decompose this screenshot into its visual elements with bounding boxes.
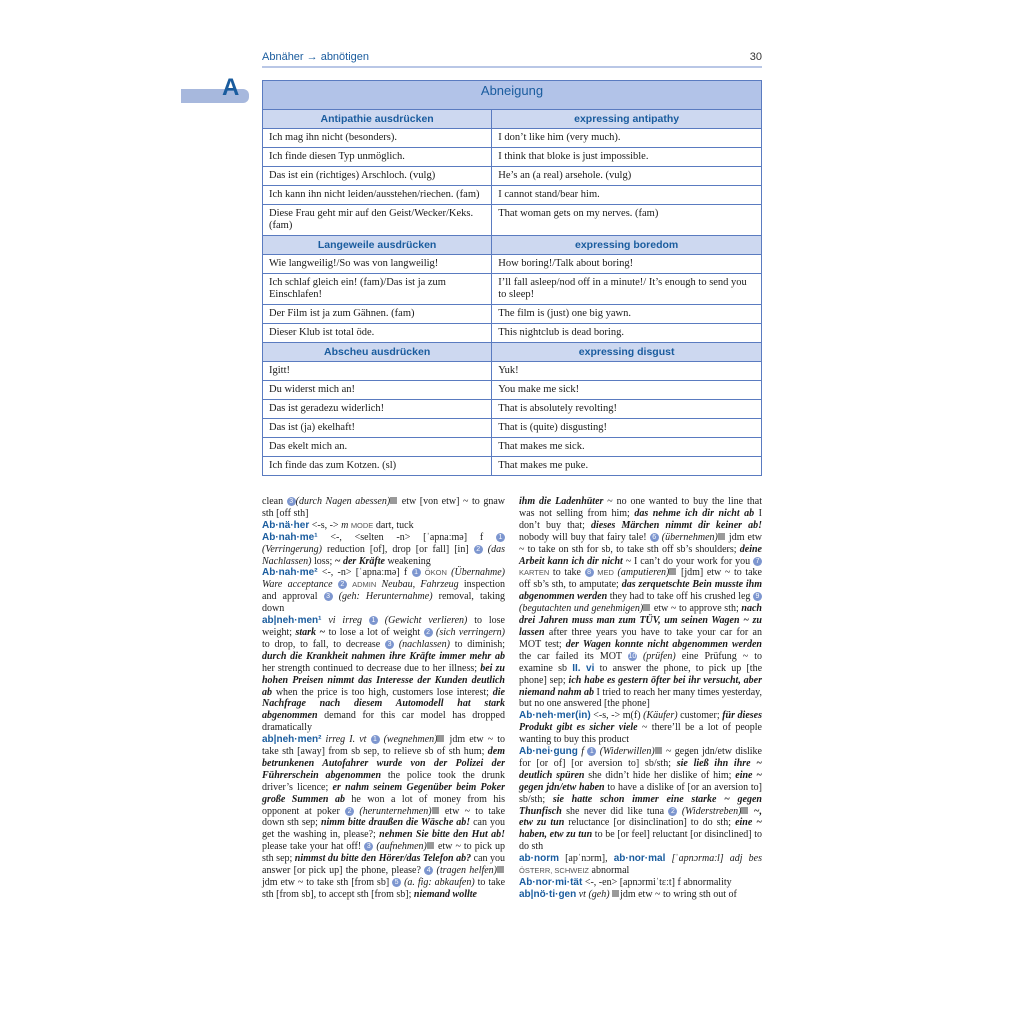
table-row bbox=[263, 305, 762, 324]
entry-continuation: clean 3 (durch Nagen abessen) etw [von etw] ~ to gnaw sth [off sth] bbox=[262, 496, 506, 519]
guide-words: Abnäher → abnötigen bbox=[262, 51, 370, 63]
section-head-en: expressing disgust bbox=[492, 343, 762, 362]
grammar-square-icon bbox=[432, 807, 439, 814]
table-row bbox=[263, 255, 762, 274]
cell-de: Ich finde diesen Typ unmöglich. bbox=[263, 148, 492, 167]
box-title: Abneigung bbox=[263, 81, 762, 110]
headword: ab·norm bbox=[519, 853, 559, 865]
section-head-de: Abscheu ausdrücken bbox=[263, 343, 492, 362]
sense-number-icon: 1 bbox=[369, 616, 378, 625]
dictionary-entry: Ab·nor·mi·tät <-, -en> [apnɔrmiˈtɛːt] f abnormality bbox=[519, 877, 732, 888]
cell-de: Das ist (ja) ekelhaft! bbox=[263, 419, 492, 438]
cell-de: Ich mag ihn nicht (besonders). bbox=[263, 129, 492, 148]
sense-number-icon: 2 bbox=[424, 628, 433, 637]
grammar-square-icon bbox=[390, 497, 397, 504]
cell-en: Yuk! bbox=[492, 362, 762, 381]
sense-number-icon: 5 bbox=[392, 878, 401, 887]
running-head bbox=[262, 50, 762, 66]
sense-number-icon: 3 bbox=[287, 497, 296, 506]
table-row bbox=[263, 381, 762, 400]
headword: Ab·nah·me² bbox=[262, 567, 318, 579]
cell-en: I think that bloke is just impossible. bbox=[492, 148, 762, 167]
headword: Ab·nah·me¹ bbox=[262, 531, 318, 543]
cell-de: Ich kann ihn nicht leiden/ausstehen/riechen. (fam) bbox=[263, 186, 492, 205]
table-row bbox=[263, 186, 762, 205]
cell-en: I cannot stand/bear him. bbox=[492, 186, 762, 205]
sense-number-icon: 6 bbox=[650, 533, 659, 542]
cell-de: Das ekelt mich an. bbox=[263, 438, 492, 457]
cell-de: Das ist geradezu widerlich! bbox=[263, 400, 492, 419]
headword: Ab·nei·gung bbox=[519, 746, 578, 758]
headword: ab|neh·men¹ bbox=[262, 615, 322, 627]
cell-en: That is (quite) disgusting! bbox=[492, 419, 762, 438]
cell-de: Wie langweilig!/So was von langweilig! bbox=[263, 255, 492, 274]
sense-number-icon: 2 bbox=[668, 807, 677, 816]
headword: Ab·neh·mer(in) bbox=[519, 710, 591, 722]
section-head-de: Antipathie ausdrücken bbox=[263, 110, 492, 129]
sense-number-icon: 7 bbox=[753, 557, 762, 566]
sense-number-icon: 3 bbox=[324, 592, 333, 601]
grammar-square-icon bbox=[718, 533, 725, 540]
dictionary-entry: ab·norm [apˈnɔrm], ab·nor·mal [ˈapnɔrmaːl] adj bes ÖSTERR, SCHWEIZ abnormal bbox=[519, 853, 762, 877]
cell-en: I’ll fall asleep/nod off in a minute!/ It’s enough to send you to sleep! bbox=[492, 274, 762, 305]
dictionary-entry: Ab·nah·me² <-, -n> [ˈapnaːmə] f 1 ÖKON (Übernahme) Ware acceptance 2 ADMIN Neubau, Fahrzeug inspection and approval 3 (geh: Herunternahme) removal, taking down bbox=[262, 567, 506, 615]
cell-en: That is absolutely revolting! bbox=[492, 400, 762, 419]
sense-number-icon: 4 bbox=[424, 866, 433, 875]
cell-de: Das ist ein (richtiges) Arschloch. (vulg) bbox=[263, 167, 492, 186]
cell-en: How boring!/Talk about boring! bbox=[492, 255, 762, 274]
cell-de: Du widerst mich an! bbox=[263, 381, 492, 400]
dictionary-entry: ab|neh·men¹ vi irreg 1 (Gewicht verlieren) to lose weight; stark ~ to lose a lot of weight 2 (sich verringern) to drop, to fall, to decrease 3 (nachlassen) to diminish; durch die Krankheit nahmen ihre Kräfte immer mehr ab her strength continued to decrease due to her illness; bei zu hohen Preisen nimmt das Interesse der Kunden deutlich ab when the price is too high, customers lose interest; die Nachfrage nach diesem Automodell hat stark abgenommen demand for this car model has dropped dramatically bbox=[262, 615, 506, 734]
sense-number-icon: 3 bbox=[364, 842, 373, 851]
table-row bbox=[263, 148, 762, 167]
cell-en: He’s an (a real) arsehole. (vulg) bbox=[492, 167, 762, 186]
sense-number-icon: 3 bbox=[385, 640, 394, 649]
table-row bbox=[263, 362, 762, 381]
sense-number-icon: 10 bbox=[628, 652, 637, 660]
cell-de: Diese Frau geht mir auf den Geist/Wecker/Keks. (fam) bbox=[263, 205, 492, 236]
table-row bbox=[263, 419, 762, 438]
cell-en: That woman gets on my nerves. (fam) bbox=[492, 205, 762, 236]
grammar-square-icon bbox=[497, 866, 504, 873]
dictionary-column-left bbox=[262, 496, 505, 901]
table-row bbox=[263, 324, 762, 343]
grammar-square-icon bbox=[612, 890, 619, 897]
sense-number-icon: 1 bbox=[412, 568, 421, 577]
cell-en: I don’t like him (very much). bbox=[492, 129, 762, 148]
page-number: 30 bbox=[749, 51, 762, 63]
cell-en: You make me sick! bbox=[492, 381, 762, 400]
sense-number-icon: 8 bbox=[585, 568, 594, 577]
sense-number-icon: 1 bbox=[371, 735, 380, 744]
table-row bbox=[263, 129, 762, 148]
section-head-de: Langeweile ausdrücken bbox=[263, 236, 492, 255]
section-head-en: expressing antipathy bbox=[492, 110, 762, 129]
cell-de: Igitt! bbox=[263, 362, 492, 381]
thumb-index-letter: A bbox=[222, 74, 240, 101]
sense-number-icon: 1 bbox=[496, 533, 505, 542]
dictionary-entry: Ab·nä·her <-s, -> m MODE dart, tuck bbox=[262, 519, 414, 531]
headword: ab|neh·men² bbox=[262, 734, 322, 746]
usage-box-table bbox=[262, 80, 762, 476]
sense-number-icon: 9 bbox=[753, 592, 762, 601]
table-row bbox=[263, 205, 762, 236]
grammar-square-icon bbox=[643, 604, 650, 611]
sense-number-icon: 2 bbox=[474, 545, 483, 554]
headword: ab|nö·ti·gen bbox=[519, 888, 577, 900]
cell-de: Der Film ist ja zum Gähnen. (fam) bbox=[263, 305, 492, 324]
headword: Ab·nä·her bbox=[262, 519, 310, 531]
dictionary-entry: Ab·neh·mer(in) <-s, -> m(f) (Käufer) customer; für dieses Produkt gibt es sicher viele ~ there’ll be a lot of people wanting to buy this product bbox=[519, 710, 762, 746]
section-head-en: expressing boredom bbox=[492, 236, 762, 255]
headword: ab·nor·mal bbox=[613, 853, 666, 865]
table-row bbox=[263, 167, 762, 186]
header-rule bbox=[262, 66, 762, 68]
grammar-square-icon bbox=[655, 747, 662, 754]
table-row bbox=[263, 438, 762, 457]
cell-en: That makes me puke. bbox=[492, 457, 762, 476]
sense-number-icon: 1 bbox=[587, 747, 596, 756]
dictionary-entry: ab|nö·ti·gen vt (geh) jdm etw ~ to wring sth out of bbox=[519, 888, 737, 900]
table-row bbox=[263, 457, 762, 476]
cell-en: This nightclub is dead boring. bbox=[492, 324, 762, 343]
cell-de: Ich schlaf gleich ein! (fam)/Das ist ja zum Einschlafen! bbox=[263, 274, 492, 305]
cell-en: The film is (just) one big yawn. bbox=[492, 305, 762, 324]
grammar-square-icon bbox=[437, 735, 444, 742]
entry-continuation: ihm die Ladenhüter ~ no one wanted to buy the line that was not selling from him; das nehme ich dir nicht ab I don’t buy that; dieses Märchen nimmt dir keiner ab! nobody will buy that fairy tale! 6 (übernehmen) jdm etw ~ to take on sth for sb, to take sth off sb’s shoulders; deine Arbeit kann ich dir nicht ~ I can’t do your work for you 7 KARTEN to take 8 MED (amputieren) [jdm] etw ~ to take off sb’s sth, to amputate; das zerquetschte Bein musste ihm abgenommen werden they had to take off his crushed leg 9 (begutachten und genehmigen) etw ~ to approve sth; nach drei Jahren muss man zum TÜV, um seinen Wagen ~ zu lassen after three years you have to take your car for an MOT test; der Wagen konnte nicht abgenommen werden the car failed its MOT 10 (prüfen) eine Prüfung ~ to examine sb II. vi to answer the phone, to pick up [the phone] sep; ich habe es gestern öfter bei ihr versucht, aber niemand nahm ab I tried to reach her many times yesterday, but no one answered [the phone] bbox=[519, 496, 763, 710]
headword: Ab·nor·mi·tät bbox=[519, 877, 583, 888]
cell-en: That makes me sick. bbox=[492, 438, 762, 457]
sense-number-icon: 2 bbox=[338, 580, 347, 589]
dictionary-entry: Ab·nah·me¹ <-, <selten -n> [ˈapnaːmə] f 1 (Verringerung) reduction [of], drop [or fall] [in] 2 (das Nachlassen) loss; ~ der Kräfte weakening bbox=[262, 531, 506, 567]
cell-de: Dieser Klub ist total öde. bbox=[263, 324, 492, 343]
cell-de: Ich finde das zum Kotzen. (sl) bbox=[263, 457, 492, 476]
grammar-square-icon bbox=[427, 842, 434, 849]
dictionary-column-right bbox=[519, 496, 762, 901]
dictionary-entry: Ab·nei·gung f 1 (Widerwillen) ~ gegen jdn/etw dislike for [or of] [or aversion to] sb/sth; sie ließ ihn ihre ~ deutlich spüren she didn’t hide her dislike of him; eine ~ gegen jdn/etw haben to have a dislike of [or an aversion to] sb/sth; sie hatte schon immer eine starke ~ gegen Thunfisch she never did like tuna 2 (Widerstreben) ~, etw zu tun reluctance [or disinclination] to do sth; eine ~ haben, etw zu tun to be [or feel] reluctant [or disinclined] to do sth bbox=[519, 746, 763, 853]
table-row bbox=[263, 400, 762, 419]
dictionary-entry: ab|neh·men² irreg I. vt 1 (wegnehmen) jdm etw ~ to take sth [away] from sb sep, to relieve sb of sth hum; dem betrunkenen Autofahrer wurde von der Polizei der Führerschein abgenommen the police took the drunk driver’s licence; er nahm seinem Gegenüber beim Poker große Summen ab he won a lot of money from his opponent at poker 2 (herunternehmen) etw ~ to take down sth sep; nimm bitte draußen die Wäsche ab! can you get the washing in, please?; nehmen Sie bitte den Hut ab! please take your hat off! 3 (aufnehmen) etw ~ to pick up sth sep; nimmst du bitte den Hörer/das Telefon ab? can you answer [or pick up] the phone, please? 4 (tragen helfen) jdm etw ~ to take sth [from sb] 5 (a. fig: abkaufen) to take sth [from sb], to accept sth [from sb]; niemand wollte bbox=[262, 734, 506, 900]
grammar-square-icon bbox=[741, 807, 748, 814]
sense-number-icon: 2 bbox=[345, 807, 354, 816]
grammar-square-icon bbox=[669, 568, 676, 575]
table-row bbox=[263, 274, 762, 305]
